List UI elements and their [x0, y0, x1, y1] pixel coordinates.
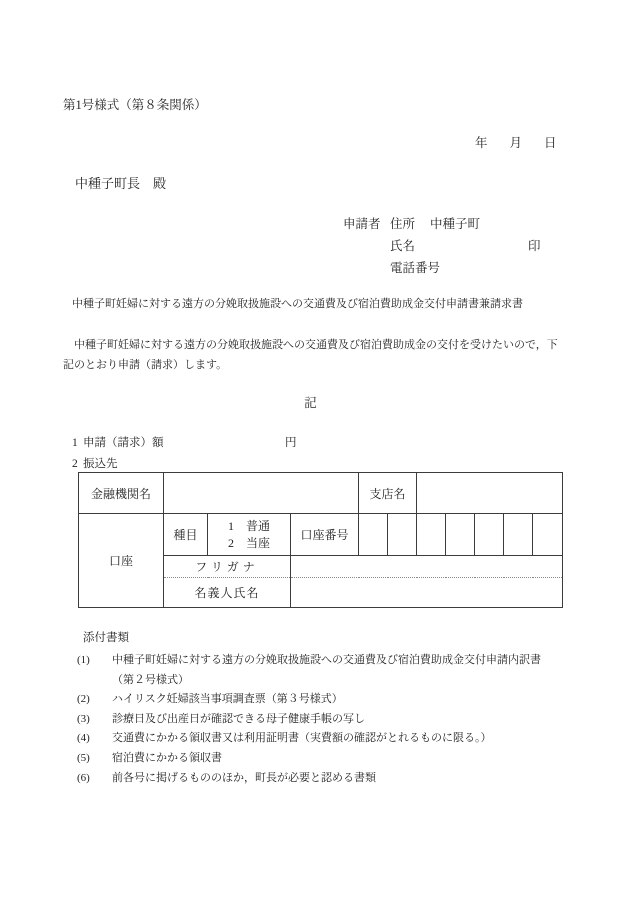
applicant-phone-label: 電話番号	[390, 261, 441, 275]
account-type-options-cell	[208, 514, 291, 556]
document-title: 中種子町妊婦に対する遠方の分娩取扱施設への交通費及び宿泊費助成金交付申請書兼請求書	[72, 298, 523, 310]
attachment-item	[77, 690, 563, 710]
attachment-text: 宿泊費にかかる領収書	[112, 751, 222, 764]
date-line	[475, 136, 557, 152]
item1-label: 申請（請求）額	[83, 437, 164, 449]
applicant-address-label: 住所	[390, 217, 416, 231]
furigana-label: フリガナ	[164, 556, 291, 578]
item1-number: 1	[72, 437, 78, 449]
account-label: 口座	[79, 514, 164, 608]
account-type-option-ordinary[interactable]: 1 普通	[227, 518, 270, 533]
applicant-address-value: 中種子町	[430, 217, 481, 231]
date-day-label: 日	[544, 136, 557, 150]
ki-heading: 記	[304, 396, 317, 410]
form-number: 第1号様式（第８条関係）	[63, 98, 207, 112]
item1-unit-yen: 円	[285, 437, 297, 449]
attachment-item	[77, 651, 563, 671]
attachment-number: (1)	[77, 654, 90, 666]
attachment-text-continued: （第２号様式）	[112, 673, 189, 686]
financial-institution-input-cell[interactable]	[164, 473, 359, 514]
seal-mark: 印	[528, 239, 541, 253]
account-number-digit-cell[interactable]	[388, 514, 417, 556]
attachment-text: ハイリスク妊婦該当事項調査票（第３号様式）	[112, 693, 343, 706]
furigana-input-cell[interactable]	[291, 556, 563, 578]
branch-input-cell[interactable]	[417, 473, 563, 514]
account-number-digit-cell[interactable]	[446, 514, 475, 556]
date-year-label: 年	[475, 136, 488, 150]
item2-label: 振込先	[83, 458, 118, 470]
account-number-digit-cell[interactable]	[533, 514, 563, 556]
applicant-name-label: 氏名	[390, 239, 416, 253]
attachment-number: (2)	[77, 693, 90, 706]
account-number-digit-cell[interactable]	[504, 514, 533, 556]
branch-label: 支店名	[359, 473, 417, 514]
attachment-number: (4)	[77, 732, 90, 745]
attachments-list	[77, 651, 563, 788]
date-month-label: 月	[509, 136, 523, 150]
holder-name-label: 名義人氏名	[164, 578, 291, 608]
attachment-text: 前各号に掲げるもののほか，町長が必要と認める書類	[112, 771, 376, 784]
financial-institution-label: 金融機関名	[79, 473, 164, 514]
addressee: 中種子町長 殿	[75, 176, 167, 191]
account-type-option-current[interactable]: 2 当座	[227, 535, 270, 550]
attachment-item	[77, 729, 563, 749]
account-number-digit-cell[interactable]	[359, 514, 388, 556]
account-number-digit-cell[interactable]	[417, 514, 446, 556]
account-type-label: 種目	[164, 514, 208, 556]
holder-name-input-cell[interactable]	[291, 578, 563, 608]
attachments-heading: 添付書類	[83, 632, 129, 644]
body-paragraph: 中種子町妊婦に対する遠方の分娩取扱施設への交通費及び宿泊費助成金の交付を受けたいので，下記のとおり申請（請求）します。	[63, 339, 558, 371]
attachment-text: 中種子町妊婦に対する遠方の分娩取扱施設への交通費及び宿泊費助成金交付申請内訳書	[112, 654, 541, 666]
applicant-label: 申請者	[343, 217, 381, 231]
account-number-digit-cell[interactable]	[475, 514, 504, 556]
account-number-label: 口座番号	[291, 514, 359, 556]
attachment-number: (3)	[77, 712, 90, 725]
item2-number: 2	[72, 458, 78, 470]
attachment-item	[77, 749, 563, 769]
attachment-item	[77, 769, 563, 789]
bank-transfer-table	[78, 472, 563, 608]
attachment-number: (5)	[77, 751, 90, 764]
attachment-item	[77, 710, 563, 730]
attachment-text: 診療日及び出産日が確認できる母子健康手帳の写し	[112, 712, 365, 725]
attachment-number: (6)	[77, 771, 90, 784]
attachment-text: 交通費にかかる領収書又は利用証明書（実費額の確認がとれるものに限る。）	[112, 732, 492, 745]
